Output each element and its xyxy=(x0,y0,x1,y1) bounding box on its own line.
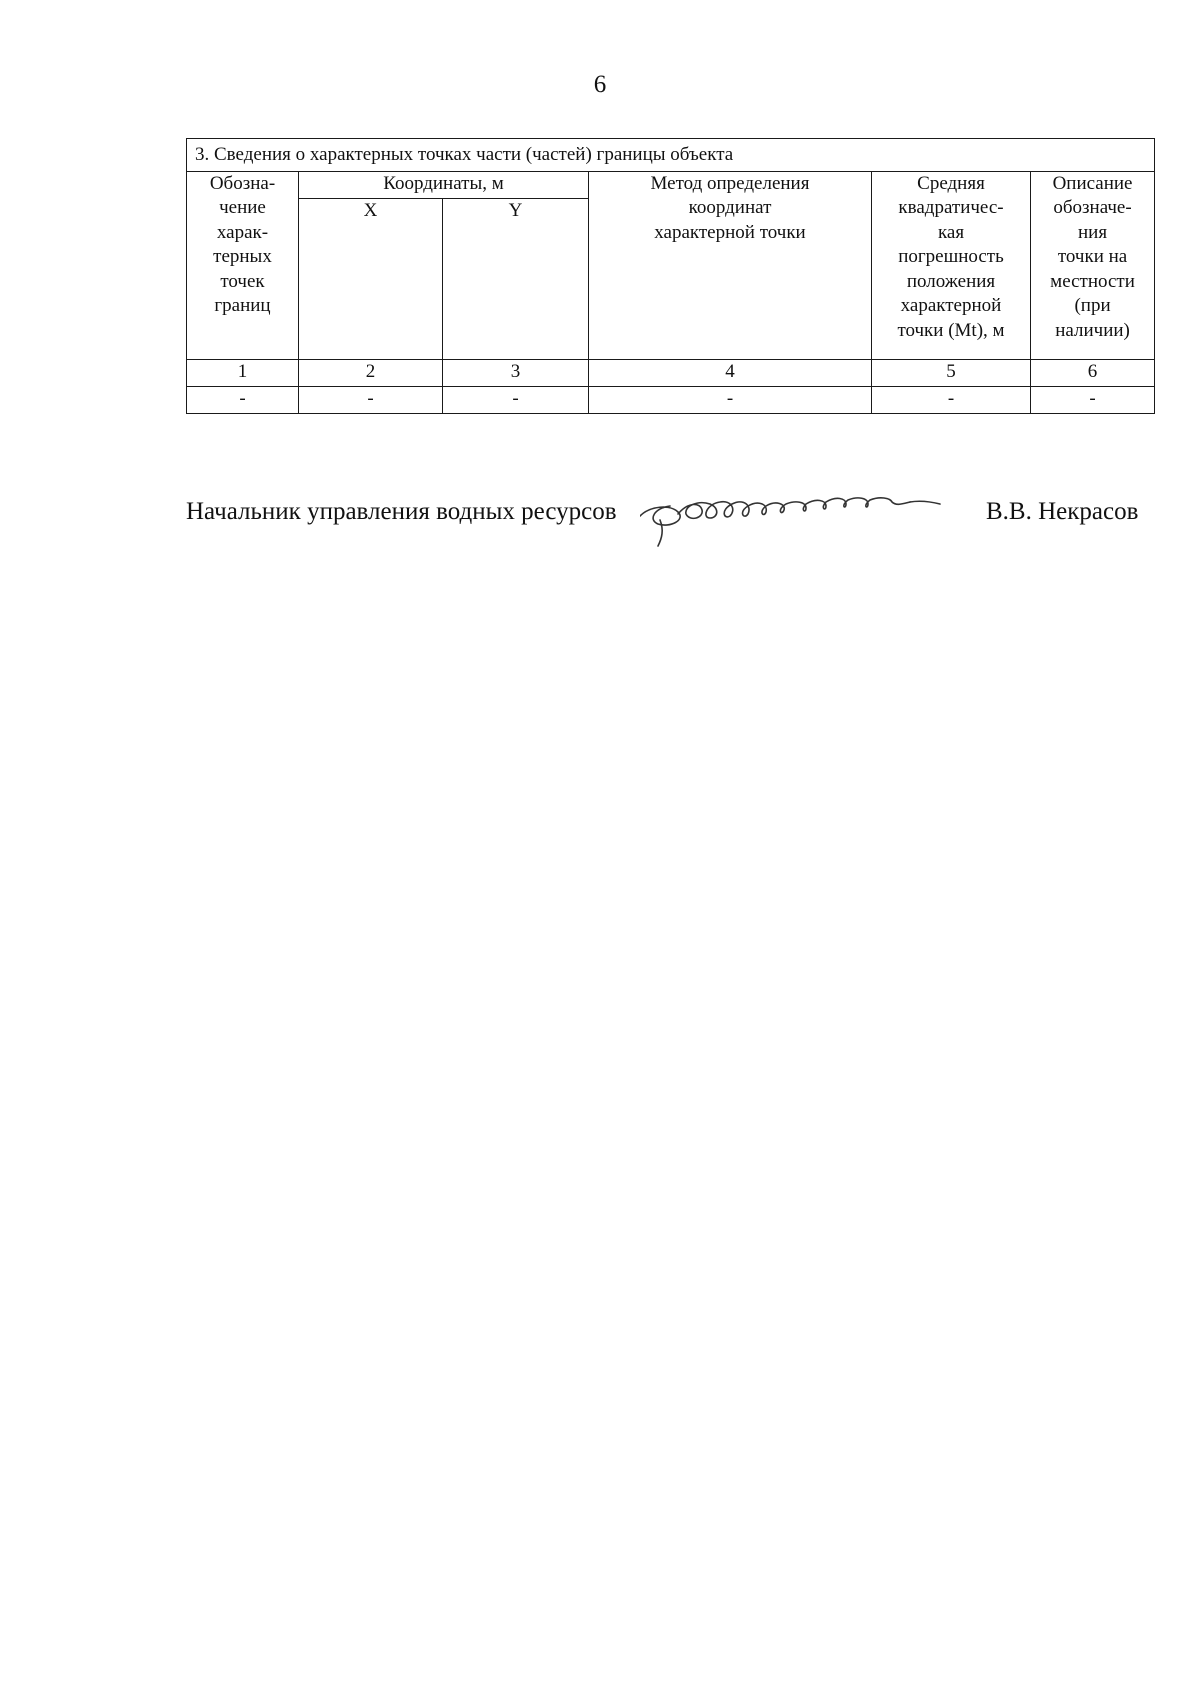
column-number: 1 xyxy=(187,359,299,386)
table-title: 3. Сведения о характерных точках части (частей) границы объекта xyxy=(187,139,1155,172)
header-mean-square-error: Средняя квадратичес- кая погрешность положения характерной точки (Mt), м xyxy=(872,171,1031,359)
table-cell: - xyxy=(299,386,443,413)
column-number: 3 xyxy=(443,359,589,386)
column-numbers-row xyxy=(187,359,1155,386)
table-row xyxy=(187,386,1155,413)
characteristic-points-table xyxy=(186,138,1155,414)
header-y: Y xyxy=(443,198,589,359)
header-point-description: Описание обозначе- ния точки на местности (при наличии) xyxy=(1031,171,1155,359)
signer-position: Начальник управления водных ресурсов xyxy=(186,498,617,525)
table-cell: - xyxy=(443,386,589,413)
column-number: 5 xyxy=(872,359,1031,386)
table-cell: - xyxy=(187,386,299,413)
header-x: X xyxy=(299,198,443,359)
table-cell: - xyxy=(1031,386,1155,413)
column-number: 2 xyxy=(299,359,443,386)
handwritten-signature xyxy=(640,488,970,558)
column-number: 4 xyxy=(589,359,872,386)
table-cell: - xyxy=(589,386,872,413)
table-header-row xyxy=(187,171,1155,198)
header-method: Метод определения координат характерной точки xyxy=(589,171,872,359)
table-cell: - xyxy=(872,386,1031,413)
header-point-designation: Обозна- чение харак- терных точек границ xyxy=(187,171,299,359)
table-title-row xyxy=(187,139,1155,172)
header-coordinates: Координаты, м xyxy=(299,171,589,198)
column-number: 6 xyxy=(1031,359,1155,386)
signer-name: В.В. Некрасов xyxy=(986,498,1139,525)
page-number: 6 xyxy=(593,71,607,98)
